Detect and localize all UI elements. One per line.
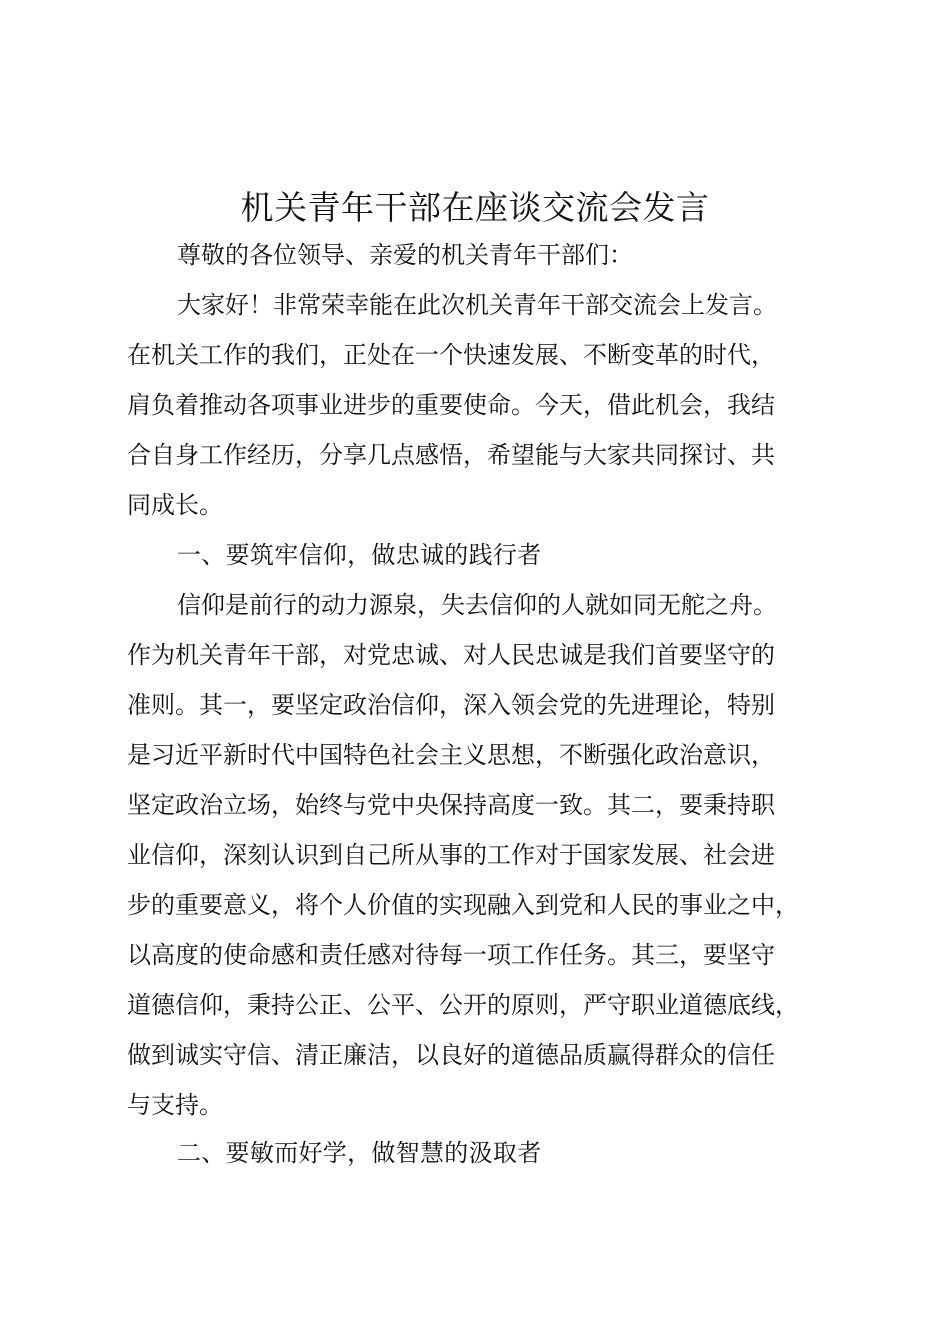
salutation xyxy=(127,230,827,280)
paragraph-1 xyxy=(127,580,827,1130)
paragraph-line: 道德信仰，秉持公正、公平、公开的原则，严守职业道德底线， xyxy=(127,991,799,1019)
paragraph-line: 肩负着推动各项事业进步的重要使命。今天，借此机会，我结 xyxy=(127,391,775,419)
paragraph-line: 与支持。 xyxy=(127,1091,223,1119)
paragraph-line: 坚定政治立场，始终与党中央保持高度一致。其二，要秉持职 xyxy=(127,791,775,819)
paragraph-line: 以高度的使命感和责任感对待每一项工作任务。其三，要坚守 xyxy=(127,941,775,969)
paragraph-line: 同成长。 xyxy=(127,491,223,519)
paragraph-line: 信仰是前行的动力源泉，失去信仰的人就如同无舵之舟。 xyxy=(177,591,777,619)
paragraph-line: 业信仰，深刻认识到自己所从事的工作对于国家发展、社会进 xyxy=(127,841,775,869)
paragraph-line: 作为机关青年干部，对党忠诚、对人民忠诚是我们首要坚守的 xyxy=(127,641,775,669)
paragraph-line: 做到诚实守信、清正廉洁，以良好的道德品质赢得群众的信任 xyxy=(127,1041,775,1069)
section-heading-1 xyxy=(127,530,827,580)
document-title: 机关青年干部在座谈交流会发言 xyxy=(240,188,710,227)
paragraph-line: 步的重要意义，将个人价值的实现融入到党和人民的事业之中， xyxy=(127,891,799,919)
paragraph-line: 大家好！非常荣幸能在此次机关青年干部交流会上发言。 xyxy=(177,291,777,319)
section-heading-text: 二、要敏而好学，做智慧的汲取者 xyxy=(177,1139,542,1167)
paragraph-line: 准则。其一，要坚定政治信仰，深入领会党的先进理论，特别 xyxy=(127,691,775,719)
paragraph-intro xyxy=(127,280,827,530)
section-heading-2 xyxy=(127,1128,827,1178)
section-heading-text: 一、要筑牢信仰，做忠诚的践行者 xyxy=(177,541,542,569)
salutation-line: 尊敬的各位领导、亲爱的机关青年干部们： xyxy=(177,241,633,269)
paragraph-line: 是习近平新时代中国特色社会主义思想，不断强化政治意识， xyxy=(127,741,775,769)
paragraph-line: 在机关工作的我们，正处在一个快速发展、不断变革的时代， xyxy=(127,341,775,369)
paragraph-line: 合自身工作经历，分享几点感悟，希望能与大家共同探讨、共 xyxy=(127,441,775,469)
